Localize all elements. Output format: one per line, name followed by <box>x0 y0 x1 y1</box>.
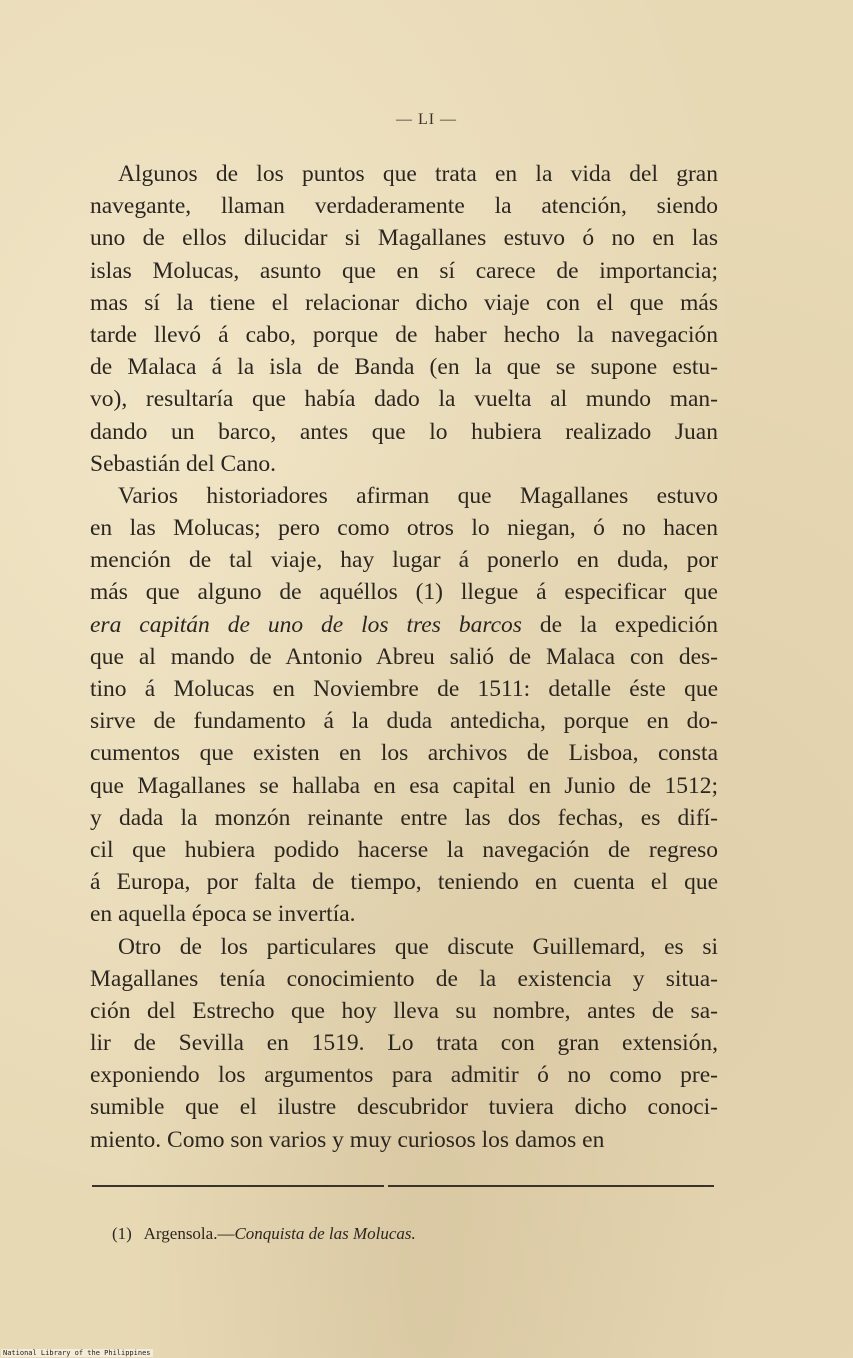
text-line: tarde llevó á cabo, porque de haber hecho la navegación <box>90 321 718 348</box>
text-line: islas Molucas, asunto que en sí carece de importancia; <box>90 257 718 284</box>
text-line: que al mando de Antonio Abreu salió de Malaca con des- <box>90 643 718 670</box>
text-line: que Magallanes se hallaba en esa capital en Junio de 1512; <box>90 772 718 799</box>
text-line: tino á Molucas en Noviembre de 1511: detalle éste que <box>90 676 718 702</box>
page-number: — LI — <box>395 111 458 128</box>
text-line: y dada la monzón reinante entre las dos fechas, es difí- <box>90 804 718 831</box>
text-line: Magallanes tenía conocimiento de la existencia y situa- <box>90 965 718 992</box>
footnote-title: Conquista de las Molucas. <box>234 1224 416 1243</box>
text-line: navegante, llaman verdaderamente la atención, siendo <box>90 193 718 220</box>
text-line: lir de Sevilla en 1519. Lo trata con gran extensión, <box>90 1030 718 1057</box>
text-line: uno de ellos dilucidar si Magallanes estuvo ó no en las <box>90 225 718 252</box>
text-line: exponiendo los argumentos para admitir ó no como pre- <box>90 1062 718 1089</box>
library-credit: National Library of the Philippines <box>3 1349 151 1357</box>
text-line: Varios historiadores afirman que Magallanes estuvo <box>118 482 718 509</box>
text-line: mención de tal viaje, hay lugar á ponerlo en duda, por <box>90 547 718 574</box>
text-line: Sebastián del Cano. <box>90 450 277 477</box>
text-line: Otro de los particulares que discute Guillemard, es si <box>118 933 718 960</box>
footnote-rule-left <box>92 1185 384 1187</box>
footnote-rule-right <box>388 1185 714 1187</box>
text-line: sirve de fundamento á la duda antedicha, porque en do- <box>90 708 718 735</box>
italic-quote: era capitán de uno de los tres barcos <box>90 611 522 638</box>
footnote <box>112 1224 416 1244</box>
text-line: en aquella época se invertía. <box>90 901 356 928</box>
text-line: de Malaca á la isla de Banda (en la que se supone estu- <box>90 354 718 381</box>
footnote-marker: (1) <box>112 1224 132 1243</box>
text-line: mas sí la tiene el relacionar dicho viaje con el que más <box>90 289 718 316</box>
text-line: cil que hubiera podido hacerse la navegación de regreso <box>90 836 718 863</box>
text-line: vo), resultaría que había dado la vuelta al mundo man- <box>90 386 718 413</box>
text-line: ción del Estrecho que hoy lleva su nombre, antes de sa- <box>90 997 718 1024</box>
text-line: más que alguno de aquéllos (1) llegue á especificar que <box>90 579 718 606</box>
text-line: dando un barco, antes que lo hubiera realizado Juan <box>90 418 718 445</box>
text-line: Algunos de los puntos que trata en la vida del gran <box>118 161 718 187</box>
text-line: sumible que el ilustre descubridor tuviera dicho conoci- <box>90 1094 718 1121</box>
line-rest: de la expedición <box>521 611 718 638</box>
text-line <box>90 609 718 641</box>
text-line: á Europa, por falta de tiempo, teniendo en cuenta el que <box>90 869 718 896</box>
text-line: cumentos que existen en los archivos de Lisboa, consta <box>90 740 718 767</box>
body-text <box>90 158 718 1156</box>
text-line: miento. Como son varios y muy curiosos los damos en <box>90 1126 605 1153</box>
text-line: en las Molucas; pero como otros lo niegan, ó no hacen <box>90 515 718 542</box>
footnote-author: Argensola.— <box>143 1224 235 1243</box>
